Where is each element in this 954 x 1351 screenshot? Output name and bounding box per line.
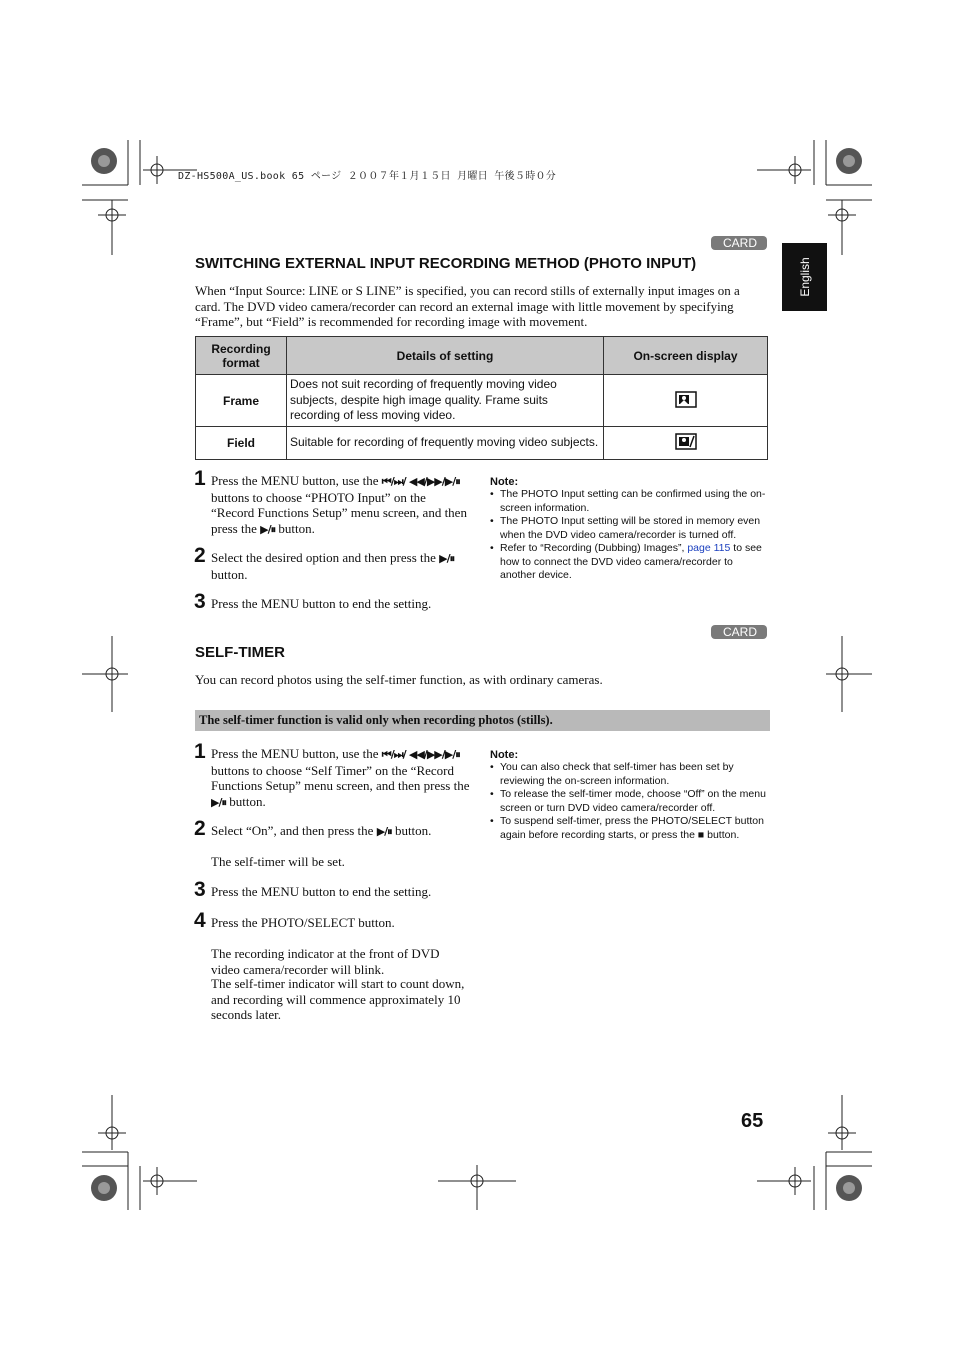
note-title: Note: xyxy=(490,749,519,761)
play-pause-icon: ▶/⏸ xyxy=(376,825,392,838)
step-result: The self-timer indicator will start to count down, and recording will commence approximately 10 seconds later. xyxy=(211,976,465,1022)
step-text-part: button. xyxy=(229,793,266,809)
note-box xyxy=(490,749,768,842)
table-row xyxy=(196,427,768,460)
step-text-part: Press the MENU button, use the xyxy=(211,473,379,488)
note-text: button. xyxy=(707,828,740,841)
table-row xyxy=(196,375,768,427)
language-tab xyxy=(782,243,827,311)
note-box xyxy=(490,476,768,583)
note-item xyxy=(490,542,768,583)
play-pause-icon: ▶/⏸ xyxy=(439,552,455,565)
note-item xyxy=(490,815,768,842)
step-result: The self-timer will be set. xyxy=(211,854,345,869)
table-header-row xyxy=(196,337,768,375)
restriction-banner-text: The self-timer function is valid only when recording photos (stills). xyxy=(199,713,553,727)
step-number: 4 xyxy=(194,909,206,932)
note-item: • You can also check that self-timer has been set by reviewing the on-screen information. xyxy=(490,761,768,788)
step-text-part: Select the desired option and then press the xyxy=(211,550,436,565)
step-text xyxy=(211,823,471,840)
display-cell xyxy=(604,427,768,460)
note-item: • The PHOTO Input setting can be confirmed using the on-screen information. xyxy=(490,488,768,515)
step-number: 1 xyxy=(194,467,206,490)
step-text-part: button. xyxy=(278,520,315,536)
step-number: 2 xyxy=(194,817,206,840)
step-number: 3 xyxy=(194,590,206,613)
step-number: 1 xyxy=(194,740,206,763)
step-text-part: buttons to choose “Self Timer” on the “Record Functions Setup” menu screen, and then press the xyxy=(211,762,470,793)
table-header: Details of setting xyxy=(287,337,604,375)
format-cell: Frame xyxy=(196,375,287,427)
table-header: On-screen display xyxy=(604,337,768,375)
step-text-part: button. xyxy=(394,823,432,838)
transport-buttons-icon: ◀◀/▶▶/▶/⏸ xyxy=(408,475,460,488)
note-title: Note: xyxy=(490,476,519,488)
section-intro-photo-input: When “Input Source: LINE or S LINE” is specified, you can record stills of externally input images on a card. The DVD video camera/recorder can record an external image with little movement by specifying “Frame”, but “Field” is recommended for recording image with movement. xyxy=(195,283,740,329)
step-result: The recording indicator at the front of DVD video camera/recorder will blink. xyxy=(211,946,440,977)
skip-buttons-icon: ⏮/⏭/ xyxy=(381,748,406,761)
card-badge: CARD xyxy=(711,236,767,250)
play-pause-icon: ▶/⏸ xyxy=(260,522,276,536)
display-cell xyxy=(604,375,768,427)
restriction-banner xyxy=(195,710,770,731)
note-item: • The PHOTO Input setting will be stored in memory even when the DVD video camera/recorder is turned off. xyxy=(490,515,768,542)
step-text-part: Select “On”, and then press the xyxy=(211,823,374,838)
frame-photo-icon xyxy=(675,391,697,408)
step-number: 2 xyxy=(194,544,206,567)
note-text: Refer to “Recording (Dubbing) Images”, xyxy=(500,542,685,554)
stop-icon: ■ xyxy=(697,828,705,841)
note-text: To suspend self-timer, press the PHOTO/SELECT button again before recording starts, or press the xyxy=(500,815,764,841)
card-badge: CARD xyxy=(711,625,767,639)
note-list xyxy=(490,488,768,583)
transport-buttons-icon: ◀◀/▶▶/▶/⏸ xyxy=(408,748,460,761)
page-link[interactable]: page 115 xyxy=(687,542,731,554)
details-cell: Does not suit recording of frequently moving video subjects, despite high image quality. Frame suits recording of less moving video. xyxy=(287,375,604,427)
step-text-part: Press the MENU button, use the xyxy=(211,746,379,761)
section-intro-self-timer: You can record photos using the self-timer function, as with ordinary cameras. xyxy=(195,672,603,687)
note-text: to see how to connect the DVD video camera/recorder to another device. xyxy=(500,542,762,581)
step-text-part: button. xyxy=(211,566,248,582)
language-tab-label: English xyxy=(797,257,812,297)
book-header: DZ-HS500A_US.book 65 ページ ２００７年１月１５日 月曜日 午後５時０分 xyxy=(178,171,557,182)
table-header: Recording format xyxy=(196,337,287,375)
step-text xyxy=(211,746,471,810)
step-text xyxy=(211,473,471,537)
recording-format-table xyxy=(195,336,768,460)
step-text: Press the PHOTO/SELECT button. xyxy=(211,915,395,930)
note-list xyxy=(490,761,768,842)
step-text xyxy=(211,550,471,582)
section-title-self-timer: SELF-TIMER xyxy=(195,644,285,661)
step-text-part: buttons to choose “PHOTO Input” on the “Record Functions Setup” menu screen, and then press the xyxy=(211,489,467,536)
note-item: • To release the self-timer mode, choose “Off” on the menu screen or turn DVD video camera/recorder off. xyxy=(490,788,768,815)
skip-buttons-icon: ⏮/⏭/ xyxy=(381,475,406,488)
format-cell: Field xyxy=(196,427,287,460)
page-number: 65 xyxy=(741,1110,764,1132)
step-number: 3 xyxy=(194,878,206,901)
step-text: Press the MENU button to end the setting. xyxy=(211,884,432,899)
field-photo-icon xyxy=(675,433,697,450)
section-title-photo-input: SWITCHING EXTERNAL INPUT RECORDING METHOD (PHOTO INPUT) xyxy=(195,255,697,272)
details-cell: Suitable for recording of frequently moving video subjects. xyxy=(287,427,604,460)
play-pause-icon: ▶/⏸ xyxy=(211,795,226,809)
step-text: Press the MENU button to end the setting. xyxy=(211,596,432,611)
